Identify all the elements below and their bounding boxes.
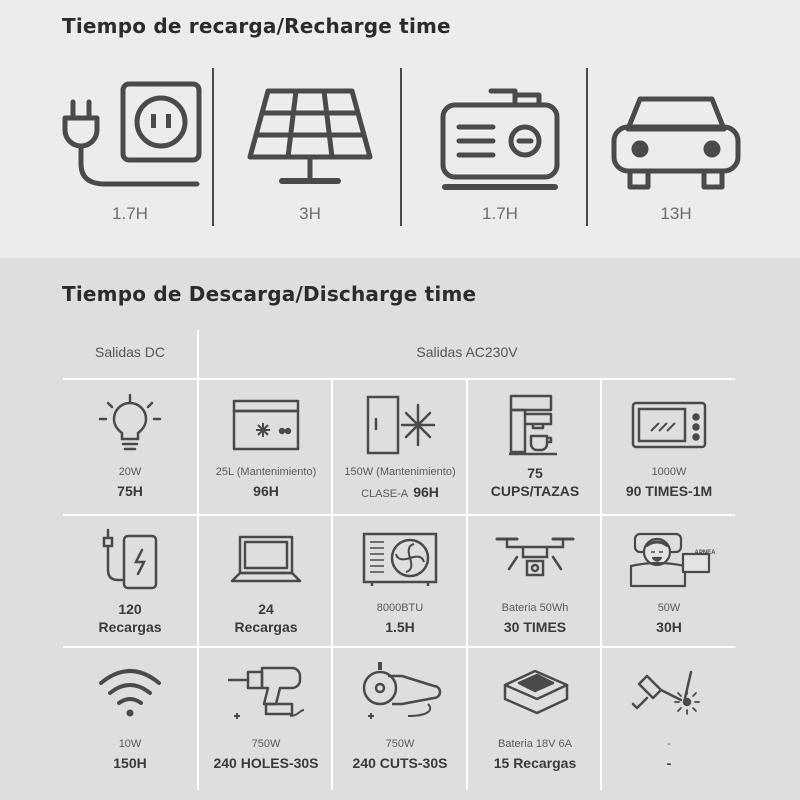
car-icon	[586, 78, 766, 198]
discharge-cell-bulb	[63, 386, 197, 514]
spec-text: -	[667, 738, 671, 750]
recharge-time: 1.7H	[482, 204, 518, 223]
result-text: 150H	[113, 755, 147, 771]
discharge-cell-drone	[468, 520, 602, 648]
solar-panel-icon	[220, 78, 400, 198]
recharge-title: Tiempo de recarga/Recharge time	[62, 14, 451, 38]
result-text: 1.5H	[385, 619, 415, 635]
result-text: Recargas	[98, 619, 162, 635]
drone-icon	[468, 524, 602, 594]
laptop-icon	[199, 524, 333, 594]
recharge-item-outlet	[40, 62, 220, 232]
spec-text: 1000W	[651, 466, 687, 478]
discharge-table	[63, 330, 735, 790]
recharge-item-solar	[220, 62, 400, 232]
grid-line	[63, 378, 735, 380]
spec-text: 150W (Mantenimiento)	[344, 466, 456, 478]
discharge-cell-ac	[333, 520, 467, 648]
discharge-cell-grinder	[333, 652, 467, 780]
result-text: CUPS/TAZAS	[490, 483, 580, 499]
discharge-cell-drill	[199, 652, 333, 780]
generator-icon	[410, 78, 590, 198]
spec-text: CLASE-A	[361, 488, 409, 500]
result-text: 96H	[413, 484, 439, 500]
result-text: -	[666, 755, 672, 771]
result-text: 24	[258, 601, 274, 617]
result-text: 90 TIMES-1M	[625, 483, 713, 499]
result-text: Recargas	[234, 619, 298, 635]
discharge-cell-freezer	[199, 386, 333, 514]
recharge-item-generator	[410, 62, 590, 232]
divider	[212, 68, 214, 226]
discharge-cell-microwave	[602, 386, 736, 514]
apnea-badge: APNEA	[694, 550, 716, 556]
spec-text: Bateria 18V 6A	[498, 738, 572, 750]
power-drill-icon	[199, 656, 333, 726]
result-text: 15 Recargas	[493, 755, 577, 771]
phone-charging-icon	[63, 524, 197, 594]
discharge-cell-coffee	[468, 386, 602, 514]
light-bulb-icon	[63, 390, 197, 460]
spec-text: 8000BTU	[376, 602, 424, 614]
discharge-cell-battery	[468, 652, 602, 780]
spec-text: 25L (Mantenimiento)	[215, 466, 317, 478]
recharge-row	[40, 62, 760, 232]
divider	[400, 68, 402, 226]
grid-line	[63, 514, 735, 516]
fridge-result-line	[333, 482, 467, 501]
angle-grinder-icon	[333, 656, 467, 726]
cpap-sleeper-icon	[602, 524, 736, 594]
recharge-item-car	[586, 62, 766, 232]
discharge-cell-wifi	[63, 652, 197, 780]
spec-text: Bateria 50Wh	[501, 602, 569, 614]
discharge-cell-fridge	[333, 386, 467, 514]
result-text: 240 HOLES-30S	[213, 755, 319, 771]
result-text: 120	[118, 601, 142, 617]
result-text: 240 CUTS-30S	[352, 755, 448, 771]
spec-text: 750W	[251, 738, 281, 750]
fridge-icon	[333, 390, 467, 460]
discharge-title: Tiempo de Descarga/Discharge time	[62, 282, 477, 306]
discharge-cell-cpap	[602, 520, 736, 648]
discharge-cell-welder	[602, 652, 736, 780]
welder-icon	[602, 656, 736, 726]
result-text: 30H	[656, 619, 682, 635]
microwave-icon	[602, 390, 736, 460]
result-text: 30 TIMES	[503, 619, 567, 635]
recharge-time: 3H	[299, 204, 321, 223]
air-conditioner-icon	[333, 524, 467, 594]
battery-charger-icon	[468, 656, 602, 726]
result-text: 75H	[117, 483, 143, 499]
coffee-machine-icon	[468, 390, 602, 460]
spec-text: 50W	[657, 602, 681, 614]
wall-outlet-plug-icon	[40, 78, 220, 198]
ac-outputs-header: Salidas AC230V	[416, 344, 518, 360]
wifi-icon	[63, 656, 197, 726]
spec-text: 20W	[118, 466, 142, 478]
result-text: 75	[527, 465, 543, 481]
discharge-cell-laptop	[199, 520, 333, 648]
result-text: 96H	[253, 483, 279, 499]
chest-freezer-icon	[199, 390, 333, 460]
recharge-time: 13H	[660, 204, 692, 223]
recharge-time: 1.7H	[112, 204, 148, 223]
spec-text: 10W	[118, 738, 142, 750]
discharge-cell-phone	[63, 520, 197, 648]
dc-outputs-header: Salidas DC	[94, 344, 166, 360]
spec-text: 750W	[385, 738, 415, 750]
